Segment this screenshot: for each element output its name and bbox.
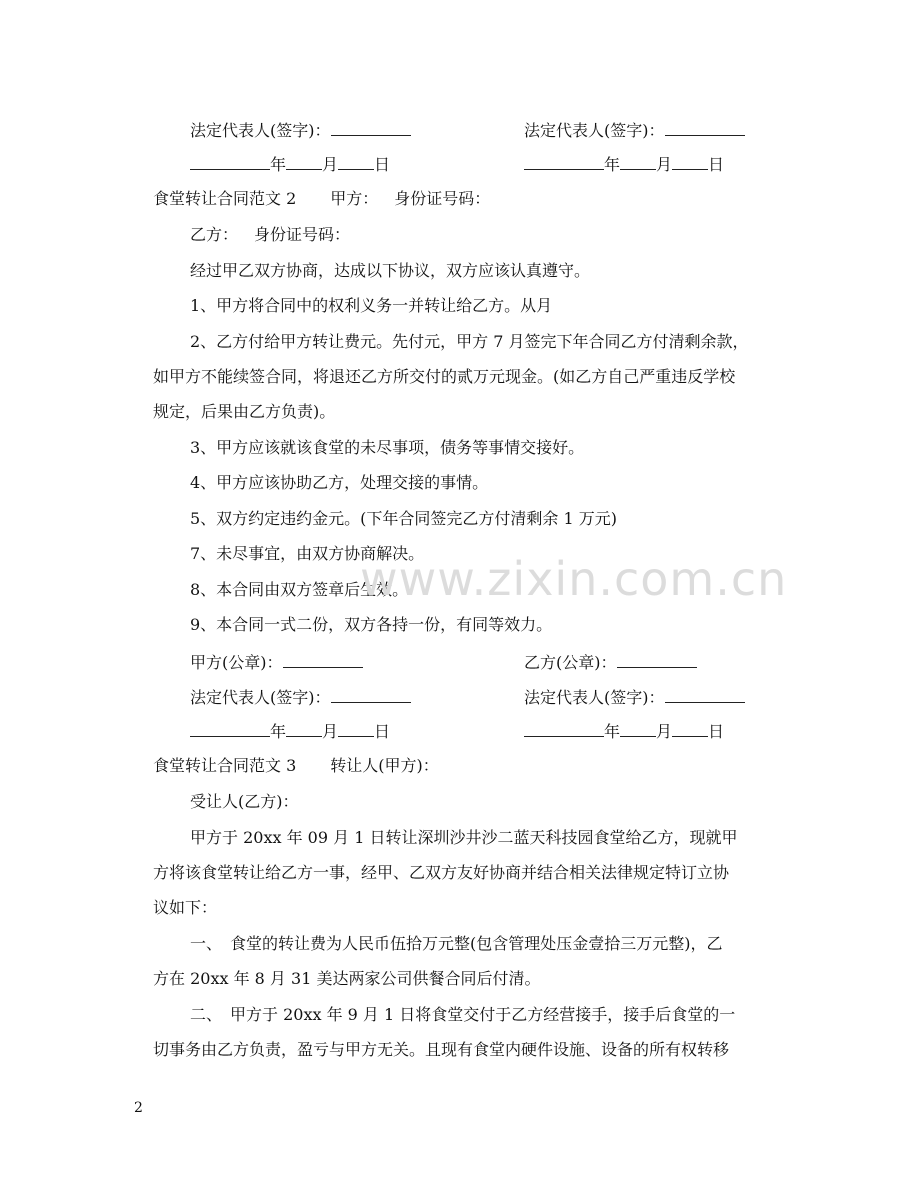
rep-sign-right — [524, 119, 745, 141]
section-title: 食堂转让合同范文 3 — [153, 756, 297, 775]
clause-2-line-3: 规定，后果由乙方负责)。 — [153, 402, 336, 421]
page-number: 2 — [134, 1100, 143, 1116]
section-title: 食堂转让合同范文 2 — [153, 189, 297, 208]
clause-4: 4、甲方应该协助乙方，处理交接的事情。 — [190, 473, 489, 492]
id-number-label: 身份证号码： — [394, 189, 491, 208]
seal-a-line — [190, 651, 363, 673]
day-label: 日 — [374, 722, 391, 741]
clause-2-line-2: 如甲方不能续签合同，将退还乙方所交付的贰万元现金。(如乙方自己严重违反学校 — [153, 367, 736, 386]
article-1-line-2: 方在 20xx 年 8 月 31 美达两家公司供餐合同后付清。 — [153, 969, 541, 988]
year-label: 年 — [604, 155, 621, 174]
seal-blank — [617, 651, 697, 668]
party-b-label: 乙方： — [190, 225, 239, 244]
clause-2-line-1: 2、乙方付给甲方转让费元。先付元，甲方 7 月签完下年合同乙方付清剩余款， — [190, 332, 749, 351]
seal-blank — [283, 651, 363, 668]
rep-sign-label: 法定代表人(签字)： — [190, 121, 331, 140]
year-label: 年 — [604, 722, 621, 741]
transferor-label: 转让人(甲方)： — [330, 756, 439, 775]
month-label: 月 — [656, 155, 673, 174]
date-line-right-2 — [524, 720, 724, 742]
day-blank — [338, 720, 374, 737]
year-label: 年 — [270, 155, 287, 174]
day-blank — [338, 153, 374, 170]
signature-blank — [331, 119, 411, 136]
date-line-left-2 — [190, 720, 390, 742]
month-label: 月 — [322, 722, 339, 741]
rep-sign-label: 法定代表人(签字)： — [524, 121, 665, 140]
clause-5: 5、双方约定违约金元。(下年合同签完乙方付清剩余 1 万元) — [190, 509, 618, 528]
day-label: 日 — [708, 155, 725, 174]
month-blank — [286, 720, 322, 737]
year-blank — [190, 720, 270, 737]
rep-sign-left-2 — [190, 686, 411, 708]
month-label: 月 — [322, 155, 339, 174]
rep-sign-right-2 — [524, 686, 745, 708]
clause-1: 1、甲方将合同中的权利义务一并转让给乙方。从月 — [190, 296, 553, 315]
month-blank — [620, 720, 656, 737]
article-2-line-1: 二、 甲方于 20xx 年 9 月 1 日将食堂交付于乙方经营接手，接手后食堂的一 — [190, 1005, 736, 1024]
section3-heading — [153, 756, 439, 776]
watermark: www.zixin.com.cn — [360, 552, 788, 606]
article-1-line-1: 一、 食堂的转让费为人民币伍拾万元整(包含管理处压金壹拾三万元整)，乙 — [190, 934, 723, 953]
para-1-line-1: 甲方于 20xx 年 09 月 1 日转让深圳沙井沙二蓝天科技园食堂给乙方，现就甲 — [190, 828, 738, 847]
signature-blank — [665, 119, 745, 136]
party-b-line — [190, 225, 350, 245]
month-blank — [620, 153, 656, 170]
seal-b-label: 乙方(公章)： — [524, 653, 617, 672]
id-number-label: 身份证号码： — [254, 225, 351, 244]
party-a-label: 甲方： — [330, 189, 379, 208]
section2-heading — [153, 189, 490, 209]
year-blank — [524, 153, 604, 170]
para-1-line-3: 议如下： — [153, 898, 218, 917]
clause-3: 3、甲方应该就该食堂的未尽事项，债务等事情交接好。 — [190, 438, 585, 457]
seal-a-label: 甲方(公章)： — [190, 653, 283, 672]
day-label: 日 — [374, 155, 391, 174]
rep-sign-left — [190, 119, 411, 141]
month-label: 月 — [656, 722, 673, 741]
transferee-line: 受让人(乙方)： — [190, 792, 299, 811]
seal-b-line — [524, 651, 697, 673]
clause-7: 7、未尽事宜，由双方协商解决。 — [190, 544, 425, 563]
year-label: 年 — [270, 722, 287, 741]
clause-9: 9、本合同一式二份，双方各持一份，有同等效力。 — [190, 615, 553, 634]
day-blank — [672, 153, 708, 170]
year-blank — [190, 153, 270, 170]
clause-8: 8、本合同由双方签章后生效。 — [190, 580, 409, 599]
para-1-line-2: 方将该食堂转让给乙方一事，经甲、乙双方友好协商并结合相关法律规定特订立协 — [153, 863, 730, 882]
signature-blank — [665, 686, 745, 703]
signature-blank — [331, 686, 411, 703]
date-line-right — [524, 153, 724, 175]
month-blank — [286, 153, 322, 170]
day-label: 日 — [708, 722, 725, 741]
intro-paragraph: 经过甲乙双方协商，达成以下协议，双方应该认真遵守。 — [190, 261, 591, 280]
rep-sign-label: 法定代表人(签字)： — [190, 688, 331, 707]
day-blank — [672, 720, 708, 737]
year-blank — [524, 720, 604, 737]
rep-sign-label: 法定代表人(签字)： — [524, 688, 665, 707]
article-2-line-2: 切事务由乙方负责，盈亏与甲方无关。且现有食堂内硬件设施、设备的所有权转移 — [153, 1040, 730, 1059]
date-line-left — [190, 153, 390, 175]
